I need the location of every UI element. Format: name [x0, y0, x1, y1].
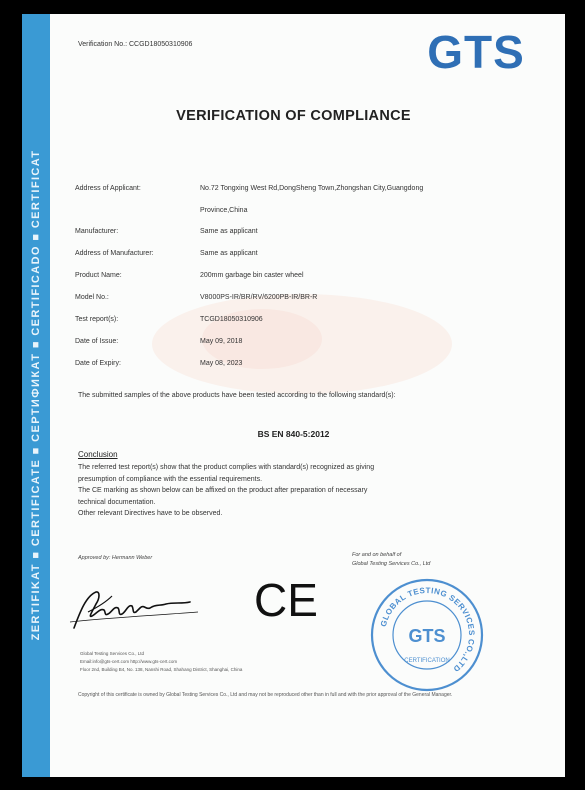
- conclusion-text: [78, 462, 508, 520]
- field-value: Province,China: [200, 207, 248, 214]
- field-label: Address of Manufacturer:: [75, 250, 154, 257]
- conclusion-line: presumption of compliance with the essential requirements.: [78, 475, 263, 483]
- on-behalf-line: For and on behalf of: [352, 552, 402, 558]
- field-value: May 08, 2023: [200, 360, 243, 367]
- watermark: [142, 284, 462, 404]
- stamp-ring-text: GLOBAL TESTING SERVICES CO.,LTD: [378, 585, 477, 674]
- conclusion-line: The referred test report(s) show that the product complies with standard(s) recognized as giving: [78, 464, 375, 471]
- field-value: TCGD18050310906: [200, 316, 263, 323]
- company-info-line: Email:info@gts-cert.com http://www.gts-cert.com: [80, 659, 178, 664]
- field-label: Manufacturer:: [75, 228, 119, 235]
- on-behalf-text: [352, 551, 430, 569]
- field-label: Date of Issue:: [75, 338, 119, 345]
- field-value: No.72 Tongxing West Rd,DongSheng Town,Zhongshan City,Guangdong: [200, 185, 424, 192]
- verification-number: Verification No.: CCGD18050310906: [78, 41, 193, 48]
- conclusion-line: The CE marking as shown below can be affixed on the product after preparation of necessary: [78, 487, 368, 495]
- gts-logo: [420, 28, 532, 74]
- field-value: Same as applicant: [200, 228, 258, 235]
- standard-reference: BS EN 840-5:2012: [257, 429, 330, 439]
- on-behalf-company: Global Testing Services Co., Ltd: [352, 561, 431, 567]
- field-label: Product Name:: [75, 272, 122, 279]
- conclusion-heading: Conclusion: [78, 450, 118, 459]
- stamp-center-text: GTS: [408, 626, 446, 646]
- company-info-line: Floor 2nd, Building B4, No. 138, Nanshi Road, Shahang District, Shanghai, China: [80, 667, 243, 672]
- conclusion-line: Other relevant Directives have to be observed.: [78, 510, 223, 518]
- field-label: Address of Applicant:: [75, 185, 141, 192]
- submitted-statement: The submitted samples of the above products have been tested according to the following standard(s):: [78, 392, 396, 399]
- company-info-line: Global Testing Services Co., Ltd: [80, 651, 144, 656]
- certificate-page: [22, 14, 565, 777]
- ce-mark-text: CE: [254, 576, 318, 622]
- gts-logo-text: GTS: [427, 28, 525, 74]
- copyright-notice: Copyright of this certificate is owned by Global Testing Services Co., Ltd and may not be reproduced other than in full and with the prior approval of the General Manager.: [78, 692, 453, 698]
- field-value: 200mm garbage bin caster wheel: [200, 272, 304, 279]
- company-info: [80, 650, 242, 674]
- signature: [66, 582, 206, 634]
- certificate-title: VERIFICATION OF COMPLIANCE: [176, 108, 411, 124]
- conclusion-line: technical documentation.: [78, 498, 156, 506]
- ce-mark: [254, 576, 318, 622]
- field-value: May 09, 2018: [200, 338, 243, 345]
- field-label: Model No.:: [75, 294, 109, 301]
- stamp-bottom-text: CERTIFICATION: [404, 658, 450, 664]
- field-label: Test report(s):: [75, 316, 119, 323]
- side-band-text: ZERTIFIKAT ■ CERTIFICATE ■ СЕРТИФИКАТ ■ CERTIFICADO ■ CERTIFICAT: [30, 149, 42, 641]
- approved-by: Approved by: Hermann Weber: [78, 555, 153, 561]
- field-label: Date of Expiry:: [75, 360, 121, 367]
- field-value: V8000PS-IR/BR/RV/6200PB-IR/BR-R: [200, 294, 318, 301]
- company-stamp: [368, 576, 486, 694]
- side-band: [22, 14, 50, 777]
- field-value: Same as applicant: [200, 250, 258, 257]
